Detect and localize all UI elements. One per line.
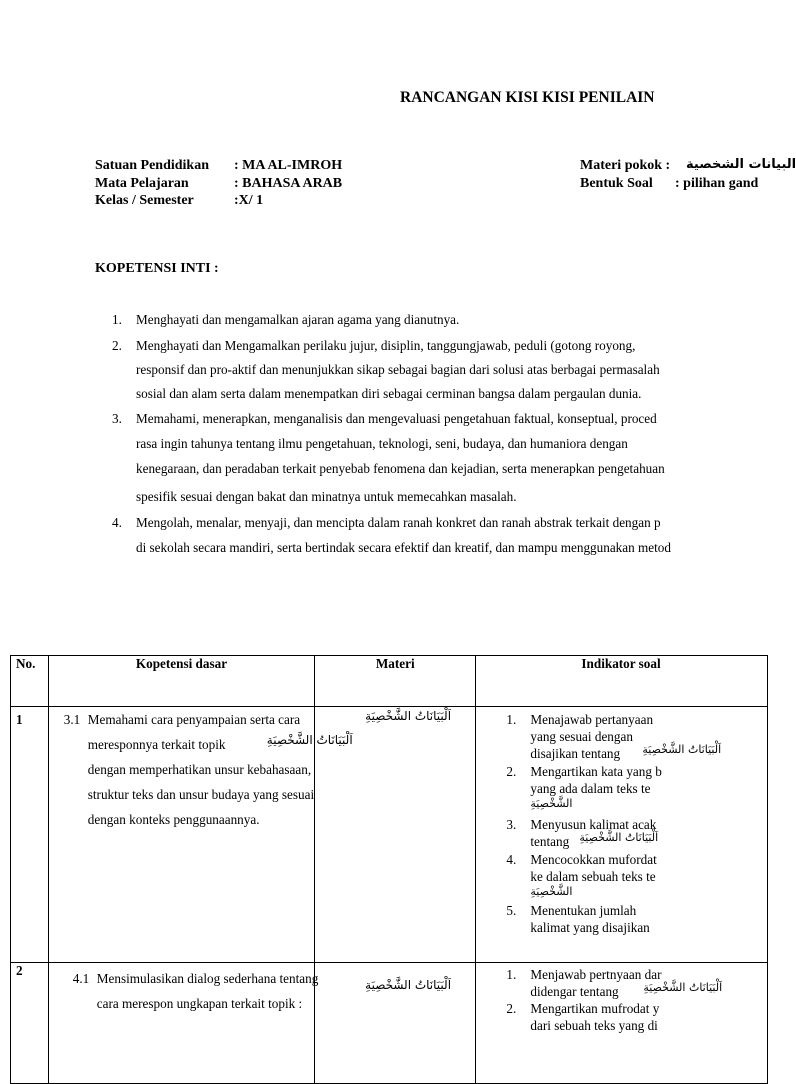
- kd-line: dengan konteks penggunaannya.: [87, 812, 260, 827]
- indikator-arabic: اَلْبَيَانَاتُ الشَّخْصِيَةِ: [642, 743, 722, 756]
- kelas-semester-label: Kelas / Semester: [95, 193, 194, 208]
- materi-arabic: اَلْبَيَانَاتُ الشَّخْصِيَةِ: [365, 978, 452, 992]
- satuan-pendidikan-value: : MA AL-IMROH: [234, 158, 343, 173]
- kd-line: meresponnya terkait topik: [87, 737, 226, 752]
- ki-line: kenegaraan, dan peradaban terkait penyebab fenomena dan kejadian, serta menerapkan pengetahuan: [136, 461, 665, 476]
- row-number: 2: [16, 963, 23, 978]
- kompetensi-inti-heading: KOPETENSI INTI :: [95, 261, 219, 276]
- materi-cell: [315, 963, 476, 1084]
- indikator-cell: [476, 963, 768, 1084]
- bentuk-soal-value: : pilihan gand: [675, 176, 759, 191]
- ki-line: responsif dan pro-aktif dan menunjukkan sikap sebagai bagian dari solusi atas berbagai permasalah: [136, 362, 660, 377]
- kd-line: dengan memperhatikan unsur kebahasaan,: [87, 762, 312, 777]
- indikator-line: Mengartikan kata yang b: [530, 764, 662, 779]
- kd-line: Memahami cara penyampaian serta cara: [87, 712, 301, 727]
- ki-line: rasa ingin tahunya tentang ilmu pengetahuan, teknologi, seni, budaya, dan humaniora dengan: [136, 436, 628, 451]
- indikator-line: kalimat yang disajikan: [530, 920, 650, 935]
- row-number: 1: [16, 712, 23, 727]
- kd-cell: [48, 707, 353, 963]
- indikator-arabic: اَلْبَيَانَاتُ الشَّخْصِيَةِ: [579, 831, 659, 844]
- kd-cell: [48, 963, 319, 1084]
- indikator-number: 2.: [506, 1001, 517, 1016]
- ki-line: Menghayati dan mengamalkan ajaran agama yang dianutnya.: [136, 312, 460, 327]
- row-number-cell: [11, 707, 49, 963]
- mata-pelajaran-value: : BAHASA ARAB: [234, 176, 343, 191]
- ki-number: 4.: [112, 515, 122, 530]
- table-header-row: [11, 656, 768, 707]
- ki-line: Mengolah, menalar, menyaji, dan mencipta dalam ranah konkret dan ranah abstrak terkait dengan p: [136, 515, 661, 530]
- indikator-number: 5.: [506, 903, 517, 918]
- indikator-line: ke dalam sebuah teks te: [530, 869, 656, 884]
- indikator-number: 3.: [506, 817, 517, 832]
- indikator-arabic: الشَّخْصِيَةِ: [530, 797, 573, 810]
- ki-line: Menghayati dan Mengamalkan perilaku jujur, disiplin, tanggungjawab, peduli (gotong royong,: [136, 338, 636, 353]
- ki-line: di sekolah secara mandiri, serta bertindak secara efektif dan kreatif, dan mampu menggunakan metod: [136, 540, 671, 555]
- kd-line: cara merespon ungkapan terkait topik :: [96, 996, 303, 1011]
- kd-line: Mensimulasikan dialog sederhana tentang: [96, 971, 319, 986]
- kd-number: 4.1: [72, 971, 90, 986]
- indikator-line: yang ada dalam teks te: [530, 781, 651, 796]
- indikator-line: dari sebuah teks yang di: [530, 1018, 658, 1033]
- materi-arabic: اَلْبَيَانَاتُ الشَّخْصِيَةِ: [365, 709, 452, 723]
- indikator-line: Menyusun kalimat acak: [530, 817, 657, 832]
- kd-number: 3.1: [63, 712, 81, 727]
- satuan-pendidikan-label: Satuan Pendidikan: [95, 158, 209, 173]
- bentuk-soal-label: Bentuk Soal: [580, 176, 653, 191]
- kd-line: struktur teks dan unsur budaya yang sesuai: [87, 787, 315, 802]
- indikator-line: Menentukan jumlah: [530, 903, 637, 918]
- indikator-number: 4.: [506, 852, 517, 867]
- materi-pokok-value: البيانات الشخصية: [686, 157, 796, 172]
- indikator-arabic: الشَّخْصِيَةِ: [530, 885, 573, 898]
- indikator-line: didengar tentang: [530, 984, 619, 999]
- ki-line: spesifik sesuai dengan bakat dan minatnya untuk memecahkan masalah.: [136, 489, 517, 504]
- indikator-line: yang sesuai dengan: [530, 729, 633, 744]
- table-row: [11, 963, 768, 1084]
- indikator-line: disajikan tentang: [530, 746, 621, 761]
- indikator-number: 2.: [506, 764, 517, 779]
- kisi-kisi-table: [10, 655, 768, 1084]
- header-indikator-soal: Indikator soal: [476, 656, 768, 707]
- row-number-cell: [11, 963, 49, 1084]
- kd-arabic-topic: اَلْبَيَانَاتُ الشَّخْصِيَةِ: [266, 733, 353, 747]
- header-materi: Materi: [315, 656, 476, 707]
- indikator-number: 1.: [506, 967, 517, 982]
- indikator-cell: [476, 707, 768, 963]
- ki-line: Memahami, menerapkan, menganalisis dan mengevaluasi pengetahuan faktual, konseptual, proced: [136, 411, 657, 426]
- header-no: No.: [11, 656, 49, 707]
- mata-pelajaran-label: Mata Pelajaran: [95, 176, 189, 191]
- indikator-line: Menjawab pertnyaan dar: [530, 967, 662, 982]
- indikator-line: tentang: [530, 834, 570, 849]
- document-title: RANCANGAN KISI KISI PENILAIN: [400, 89, 655, 106]
- ki-number: 1.: [112, 312, 122, 327]
- ki-line: sosial dan alam serta dalam menempatkan diri sebagai cerminan bangsa dalam pergaulan dunia.: [136, 386, 642, 401]
- indikator-line: Mengartikan mufrodat y: [530, 1001, 660, 1016]
- ki-number: 3.: [112, 411, 122, 426]
- indikator-line: Menajawab pertanyaan: [530, 712, 654, 727]
- indikator-number: 1.: [506, 712, 517, 727]
- indikator-arabic: اَلْبَيَانَاتُ الشَّخْصِيَةِ: [643, 981, 723, 994]
- ki-number: 2.: [112, 338, 122, 353]
- materi-pokok-label: Materi pokok :: [580, 158, 671, 173]
- kelas-semester-value: :X/ 1: [234, 193, 264, 208]
- table-row: [11, 707, 768, 963]
- header-kopetensi-dasar: Kopetensi dasar: [48, 656, 314, 707]
- indikator-line: Mencocokkan mufordat: [530, 852, 657, 867]
